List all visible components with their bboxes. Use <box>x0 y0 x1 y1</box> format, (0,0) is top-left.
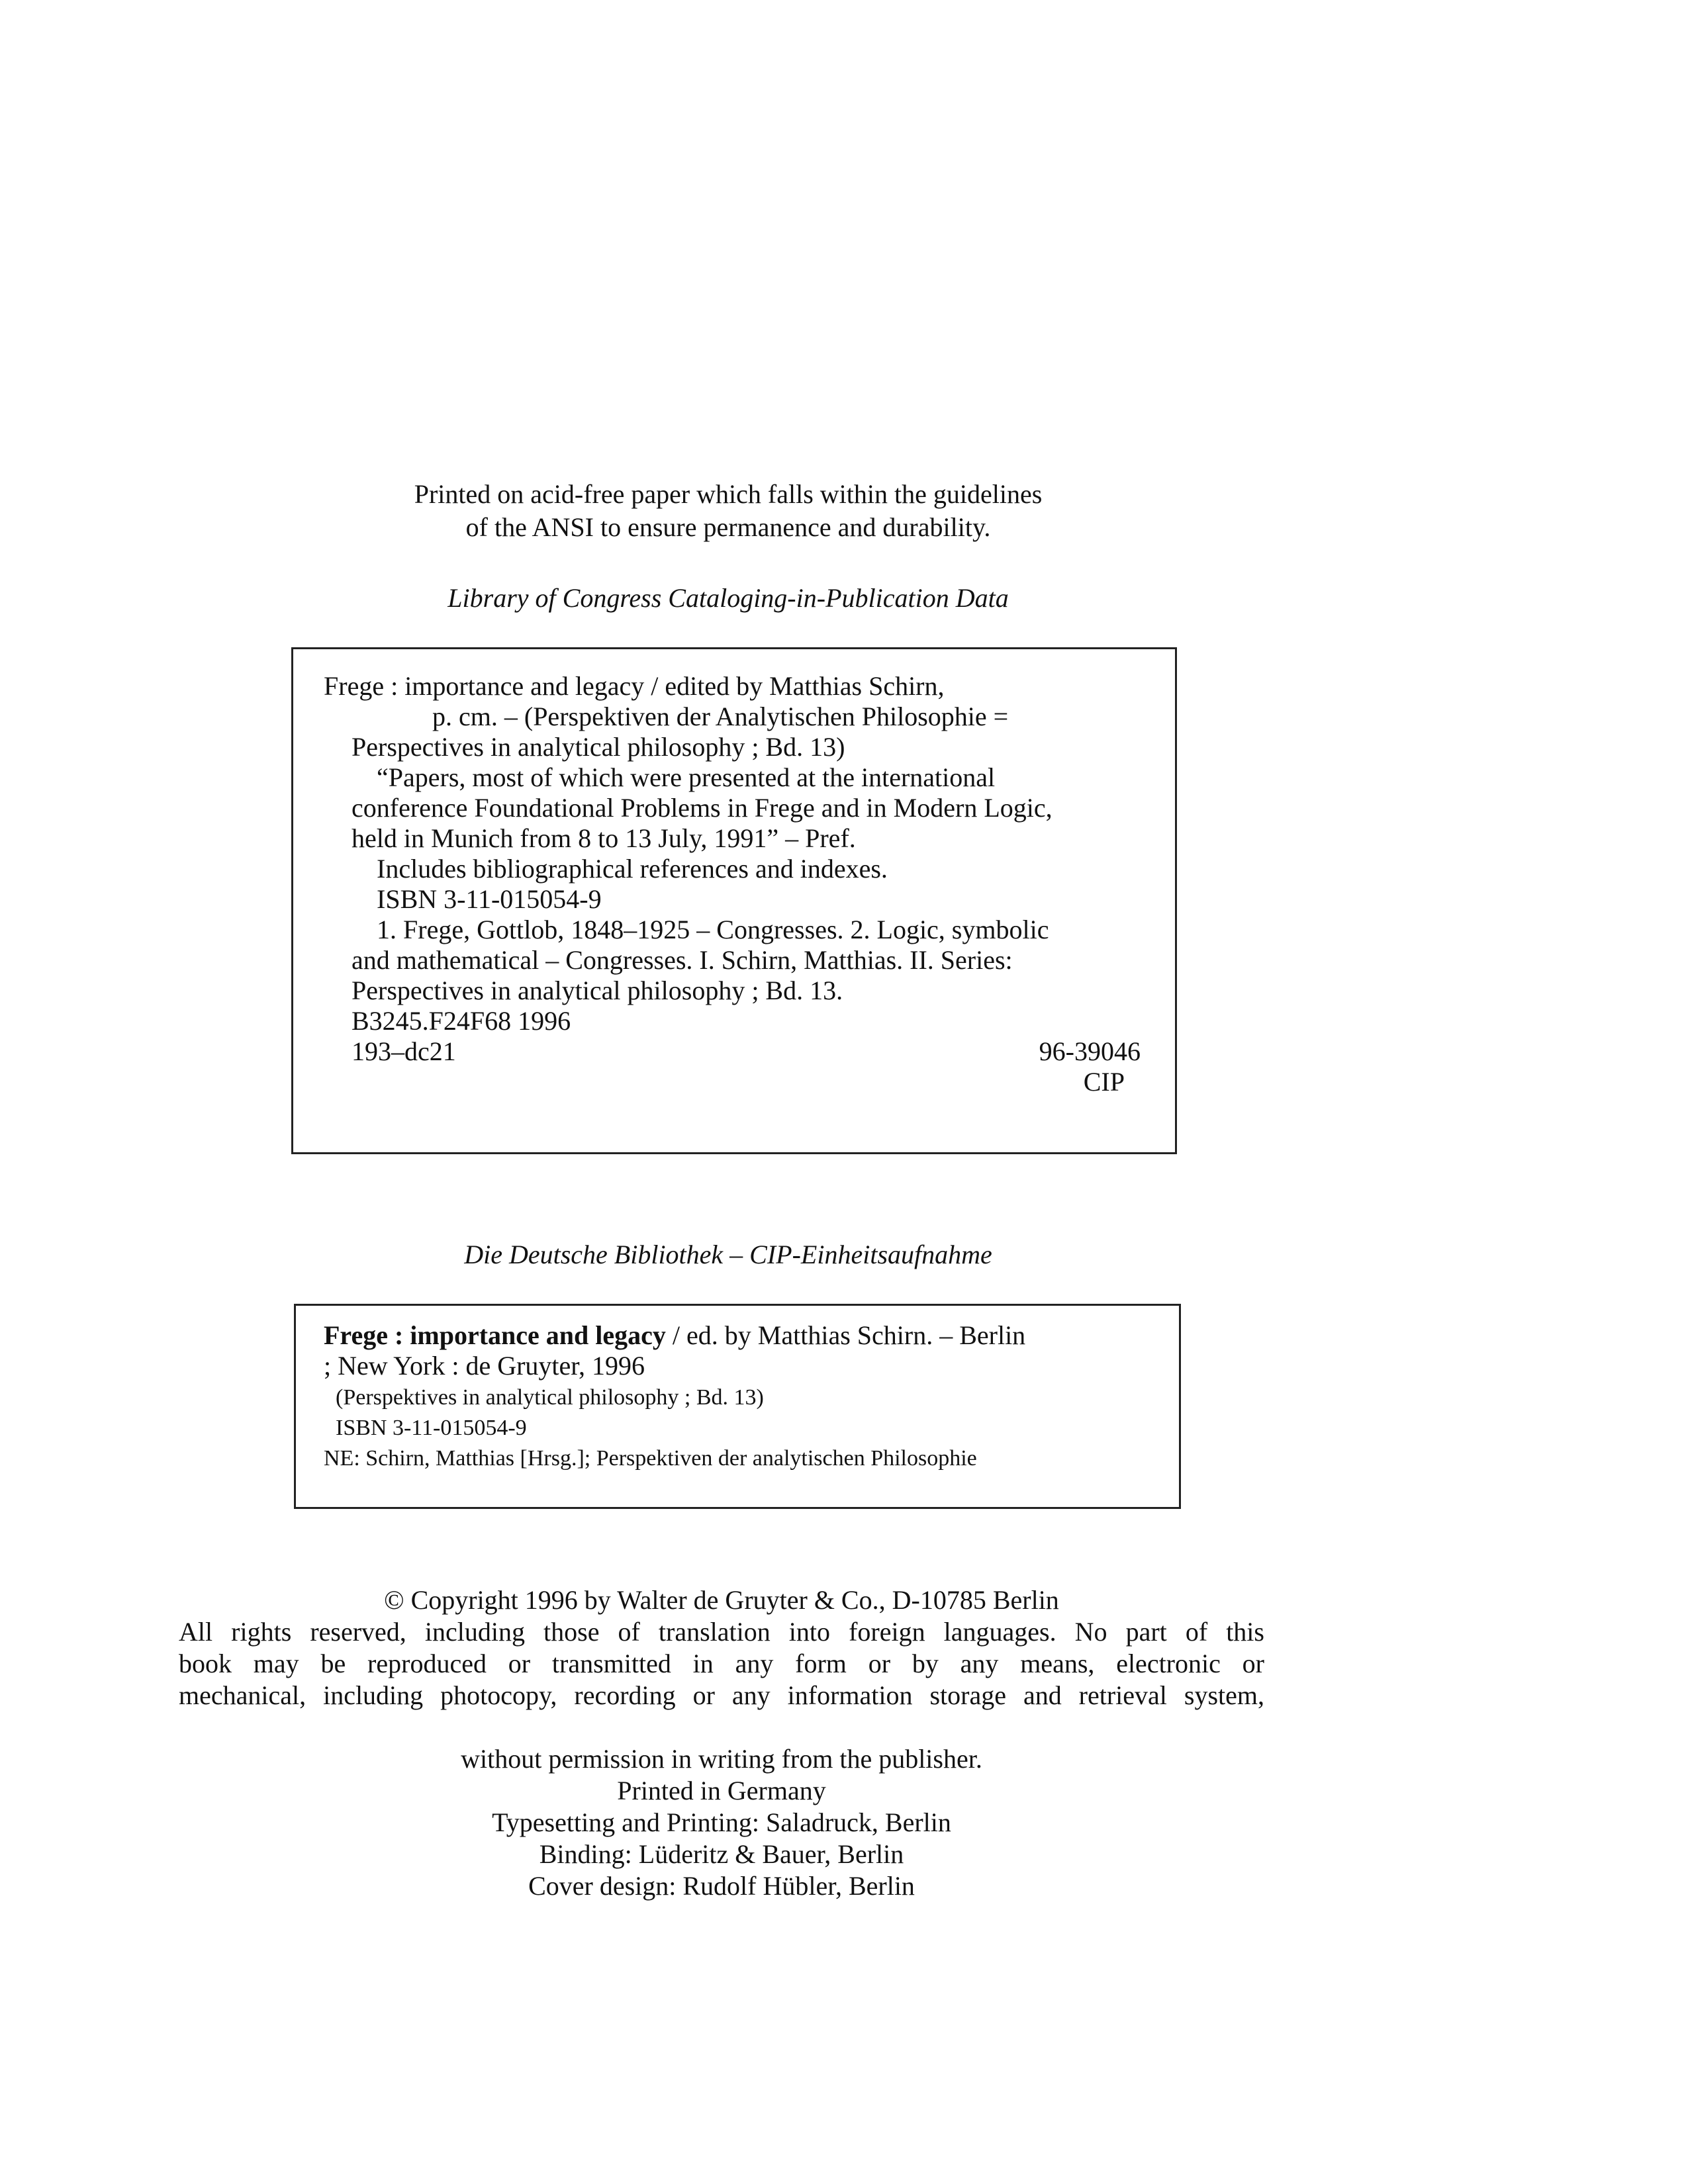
loc-line: 1. Frege, Gottlob, 1848–1925 – Congresses. 2. Logic, symbolic <box>377 915 1049 944</box>
loc-cip-record-box <box>291 647 1177 1154</box>
dnb-cip-record-box <box>294 1304 1181 1509</box>
loc-line: Includes bibliographical references and indexes. <box>377 854 888 884</box>
loc-lccn: 96-39046 <box>1039 1036 1141 1066</box>
dnb-title-rest: / ed. by Matthias Schirn. – Berlin <box>665 1320 1026 1350</box>
rights-line: mechanical, including photocopy, recording or any information storage and retrieval system, <box>179 1680 1264 1710</box>
rights-last-line: without permission in writing from the publisher. <box>461 1744 982 1774</box>
loc-line: Perspectives in analytical philosophy ; Bd. 13) <box>352 732 845 762</box>
loc-line: and mathematical – Congresses. I. Schirn, Matthias. II. Series: <box>352 945 1013 975</box>
dnb-ne-line: NE: Schirn, Matthias [Hrsg.]; Perspektiven der analytischen Philosophie <box>324 1446 977 1471</box>
copyright-notice <box>179 1584 1264 1711</box>
printed-in-line: Printed in Germany <box>617 1776 826 1805</box>
loc-line: held in Munich from 8 to 13 July, 1991” – Pref. <box>352 823 856 853</box>
copyright-line: © Copyright 1996 by Walter de Gruyter & Co., D-10785 Berlin <box>384 1585 1059 1615</box>
loc-line: 193–dc21 <box>352 1036 456 1066</box>
loc-line: conference Foundational Problems in Frege and in Modern Logic, <box>352 793 1053 823</box>
dnb-publisher-line: ; New York : de Gruyter, 1996 <box>324 1351 645 1381</box>
loc-line: B3245.F24F68 1996 <box>352 1006 571 1036</box>
loc-line: Frege : importance and legacy / edited by Matthias Schirn, <box>324 671 945 701</box>
loc-line: Perspectives in analytical philosophy ; Bd. 13. <box>352 976 843 1005</box>
loc-cip-heading: Library of Congress Cataloging-in-Publication Data <box>447 583 1009 613</box>
acid-free-line: Printed on acid-free paper which falls within the guidelines <box>414 479 1043 509</box>
loc-cip-label: CIP <box>1083 1067 1125 1097</box>
loc-line: “Papers, most of which were presented at the international <box>377 762 996 792</box>
rights-line: book may be reproduced or transmitted in any form or by any means, electronic or <box>179 1649 1264 1678</box>
acid-free-line: of the ANSI to ensure permanence and durability. <box>465 512 991 542</box>
binding-line: Binding: Lüderitz & Bauer, Berlin <box>539 1839 904 1869</box>
dnb-cip-heading: Die Deutsche Bibliothek – CIP-Einheitsaufnahme <box>464 1240 992 1269</box>
acid-free-notice <box>265 478 1192 544</box>
loc-line: ISBN 3-11-015054-9 <box>377 884 602 914</box>
credits-block <box>179 1743 1264 1902</box>
cover-design-line: Cover design: Rudolf Hübler, Berlin <box>528 1871 915 1901</box>
rights-line: All rights reserved, including those of translation into foreign languages. No part of this <box>179 1617 1264 1647</box>
dnb-title-bold: Frege : importance and legacy <box>324 1320 666 1350</box>
typesetting-line: Typesetting and Printing: Saladruck, Berlin <box>492 1807 951 1837</box>
loc-line: p. cm. – (Perspektiven der Analytischen Philosophie = <box>432 702 1009 731</box>
dnb-title-line <box>324 1320 1025 1351</box>
dnb-isbn-line: ISBN 3-11-015054-9 <box>336 1416 527 1440</box>
dnb-series-line: (Perspektives in analytical philosophy ; Bd. 13) <box>336 1385 764 1410</box>
